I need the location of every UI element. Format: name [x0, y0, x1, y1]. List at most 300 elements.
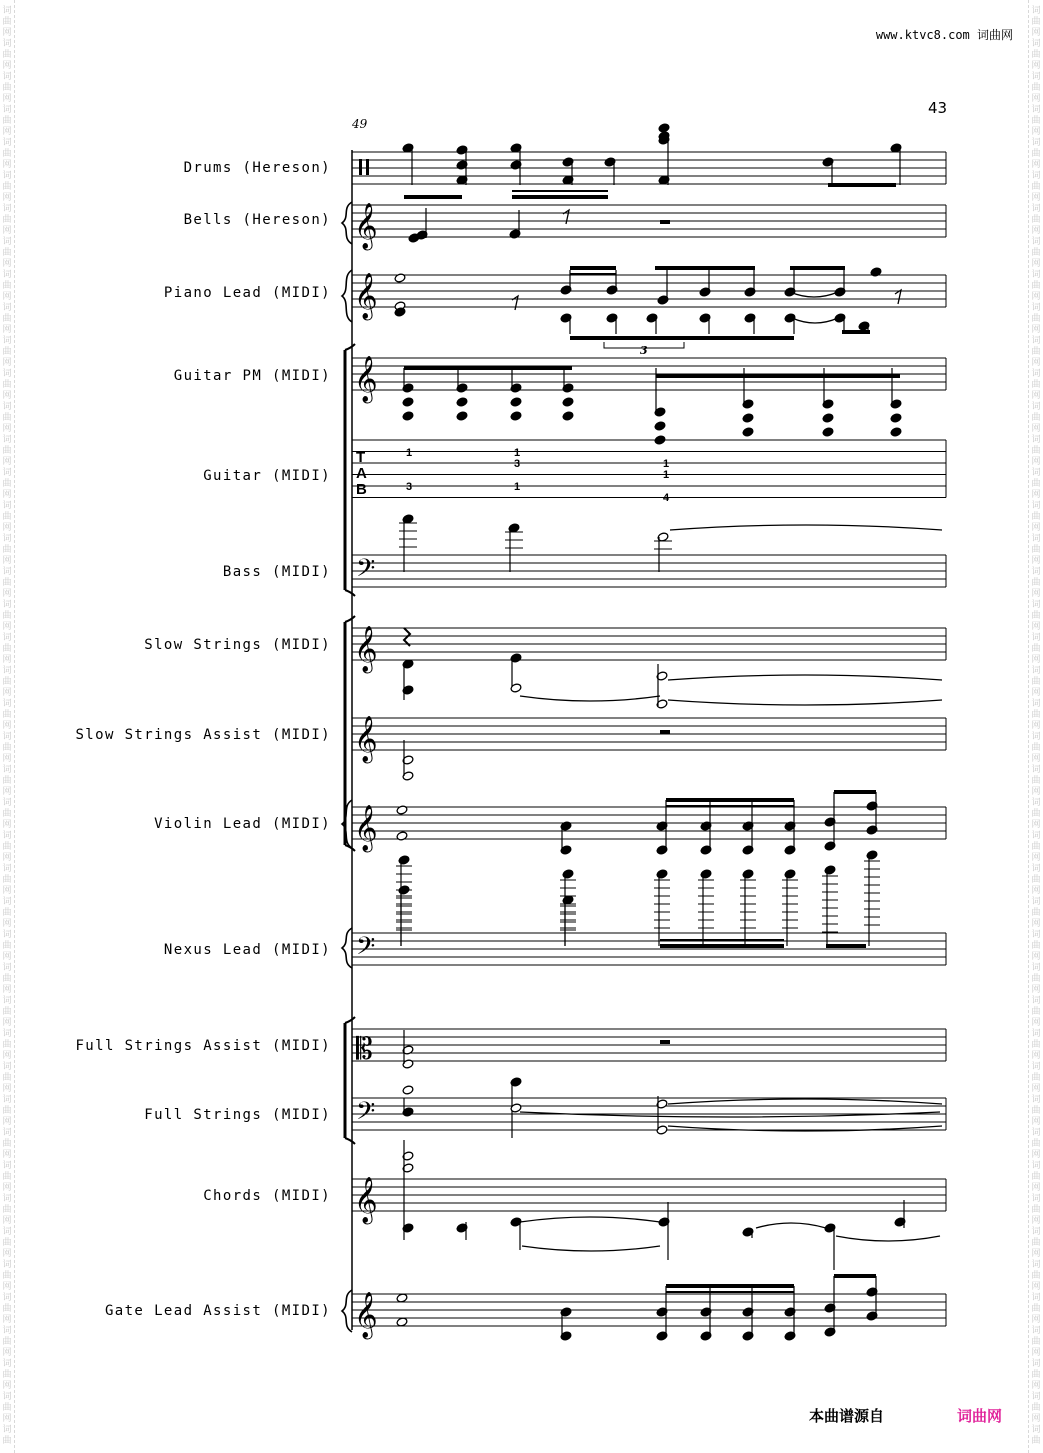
watermark-glyph: 网	[2, 952, 12, 962]
watermark-glyph: 曲	[1031, 512, 1041, 522]
watermark-glyph: 网	[1031, 1315, 1041, 1325]
watermark-glyph: 词	[2, 567, 12, 577]
watermark-glyph: 曲	[1031, 875, 1041, 885]
watermark-glyph: 词	[1031, 171, 1041, 181]
watermark-glyph: 曲	[2, 1238, 12, 1248]
instrument-label-gate-lead-assist: Gate Lead Assist (MIDI)	[104, 1303, 331, 1319]
staff-bass	[352, 555, 946, 587]
watermark-glyph: 网	[1031, 457, 1041, 467]
watermark-glyph: 词	[1031, 105, 1041, 115]
watermark-glyph: 网	[2, 490, 12, 500]
staff-full-strings	[352, 1098, 946, 1130]
staff-slow-strings-assist	[352, 718, 946, 750]
watermark-glyph: 网	[1031, 259, 1041, 269]
watermark-glyph: 网	[1031, 886, 1041, 896]
watermark-glyph: 网	[1031, 226, 1041, 236]
notehead	[456, 397, 468, 407]
notehead	[398, 885, 410, 895]
watermark-glyph: 曲	[2, 842, 12, 852]
staff-piano-lead	[352, 275, 946, 307]
watermark-glyph: 词	[1031, 1194, 1041, 1204]
watermark-glyph: 词	[1031, 666, 1041, 676]
instrument-label-guitar: Guitar (MIDI)	[203, 468, 331, 484]
tie	[670, 525, 942, 530]
watermark-glyph: 词	[1031, 402, 1041, 412]
tab-fret: 1	[514, 481, 521, 493]
watermark-glyph: 词	[1031, 1392, 1041, 1402]
watermark-glyph: 词	[1031, 369, 1041, 379]
watermark-glyph: 词	[2, 732, 12, 742]
watermark-glyph: 曲	[1031, 1106, 1041, 1116]
watermark-glyph: 曲	[2, 908, 12, 918]
watermark-glyph: 网	[1031, 754, 1041, 764]
watermark-glyph: 网	[2, 523, 12, 533]
watermark-glyph: 词	[1031, 1029, 1041, 1039]
tab-fret: 1	[663, 469, 670, 481]
watermark-glyph: 曲	[1031, 1007, 1041, 1017]
watermark-glyph: 词	[1031, 237, 1041, 247]
watermark-glyph: 网	[1031, 1183, 1041, 1193]
treble-clef-icon: 𝄞	[354, 626, 378, 672]
tab-clef-a: A	[356, 465, 367, 482]
instrument-label-nexus-lead: Nexus Lead (MIDI)	[163, 942, 331, 958]
watermark-glyph: 曲	[2, 1040, 12, 1050]
notehead	[398, 855, 410, 865]
bass-clef-icon: 𝄢	[356, 1097, 376, 1132]
tie	[668, 1099, 942, 1104]
watermark-glyph: 曲	[2, 611, 12, 621]
watermark-glyph: 网	[1031, 28, 1041, 38]
watermark-glyph: 词	[1031, 1293, 1041, 1303]
watermark-glyph: 曲	[1031, 83, 1041, 93]
watermark-glyph: 网	[2, 1216, 12, 1226]
watermark-glyph: 词	[1031, 1095, 1041, 1105]
instrument-label-guitar-pm: Guitar PM (MIDI)	[173, 368, 331, 384]
notehead	[562, 411, 574, 421]
watermark-glyph: 曲	[2, 1271, 12, 1281]
bracket-hook	[345, 616, 355, 622]
watermark-glyph: 曲	[2, 809, 12, 819]
treble-clef-icon: 𝄞	[354, 1177, 378, 1223]
notehead	[510, 397, 522, 407]
tie	[520, 1217, 660, 1222]
tab-fret: 3	[406, 481, 413, 493]
brace-gate-lead	[342, 1290, 352, 1332]
watermark-glyph: 词	[2, 1029, 12, 1039]
staff-violin-lead	[352, 807, 946, 839]
watermark-glyph: 词	[2, 996, 12, 1006]
watermark-glyph: 曲	[2, 248, 12, 258]
brace-piano	[342, 270, 352, 322]
watermark-glyph: 网	[2, 391, 12, 401]
watermark-glyph: 词	[2, 138, 12, 148]
watermark-glyph: 网	[2, 1282, 12, 1292]
tie	[836, 1236, 940, 1241]
watermark-glyph: 词	[2, 105, 12, 115]
watermark-glyph: 曲	[2, 545, 12, 555]
watermark-glyph: 曲	[2, 974, 12, 984]
watermark-glyph: 曲	[2, 281, 12, 291]
bass-clef-icon: 𝄢	[356, 554, 376, 589]
watermark-glyph: 词	[2, 1392, 12, 1402]
watermark-glyph: 网	[2, 688, 12, 698]
watermark-glyph: 词	[2, 336, 12, 346]
watermark-glyph: 词	[2, 1227, 12, 1237]
watermark-glyph: 词	[2, 1260, 12, 1270]
watermark-glyph: 网	[1031, 787, 1041, 797]
treble-clef-icon: 𝄞	[354, 273, 378, 319]
bracket-hook	[345, 344, 355, 350]
watermark-glyph: 网	[1031, 853, 1041, 863]
watermark-glyph: 网	[1031, 1414, 1041, 1424]
watermark-glyph: 曲	[1031, 1271, 1041, 1281]
watermark-glyph: 网	[2, 457, 12, 467]
notehead	[402, 411, 414, 421]
watermark-glyph: 曲	[1031, 710, 1041, 720]
notehead	[456, 411, 468, 421]
tie	[790, 292, 838, 297]
rest	[404, 628, 410, 646]
brace-bells	[342, 202, 352, 244]
staff-nexus-lead	[352, 933, 946, 965]
watermark-glyph: 词	[1031, 963, 1041, 973]
watermark-glyph: 曲	[1031, 281, 1041, 291]
watermark-glyph: 词	[2, 72, 12, 82]
watermark-glyph: 网	[1031, 985, 1041, 995]
watermark-glyph: 词	[1031, 897, 1041, 907]
watermark-glyph: 曲	[1031, 842, 1041, 852]
watermark-glyph: 网	[2, 1249, 12, 1259]
watermark-glyph: 词	[1031, 39, 1041, 49]
watermark-glyph: 曲	[2, 314, 12, 324]
watermark-glyph: 网	[2, 1117, 12, 1127]
instrument-label-slow-strings-assist: Slow Strings Assist (MIDI)	[75, 727, 331, 743]
notehead	[658, 123, 670, 133]
watermark-glyph: 词	[1031, 633, 1041, 643]
watermark-glyph: 网	[2, 589, 12, 599]
staff-bells	[352, 205, 946, 237]
treble-clef-icon: 𝄞	[354, 1292, 378, 1338]
watermark-glyph: 网	[2, 1084, 12, 1094]
watermark-glyph: 网	[1031, 94, 1041, 104]
instrument-label-violin-lead: Violin Lead (MIDI)	[154, 816, 331, 832]
watermark-glyph: 词	[2, 501, 12, 511]
watermark-glyph: 曲	[1031, 644, 1041, 654]
notehead	[890, 413, 902, 423]
watermark-glyph: 曲	[1031, 1403, 1041, 1413]
watermark-glyph: 曲	[2, 1106, 12, 1116]
tab-fret: 4	[663, 492, 670, 504]
page-number: 43	[928, 99, 948, 117]
watermark-glyph: 网	[1031, 490, 1041, 500]
bracket-hook	[345, 1017, 355, 1023]
watermark-glyph: 曲	[2, 182, 12, 192]
watermark-glyph: 网	[2, 61, 12, 71]
bracket-hook	[345, 1138, 355, 1144]
notehead	[824, 865, 836, 875]
watermark-glyph: 曲	[2, 677, 12, 687]
watermark-glyph: 曲	[2, 776, 12, 786]
watermark-glyph: 词	[2, 435, 12, 445]
header-site-url[interactable]: www.ktvc8.com 词曲网	[875, 28, 1013, 42]
watermark-glyph: 曲	[1031, 908, 1041, 918]
watermark-glyph: 网	[2, 1315, 12, 1325]
instrument-label-full-strings-assist: Full Strings Assist (MIDI)	[75, 1038, 331, 1054]
watermark-glyph: 网	[2, 820, 12, 830]
watermark-glyph: 曲	[2, 215, 12, 225]
watermark-glyph: 网	[1031, 556, 1041, 566]
watermark-glyph: 网	[1031, 523, 1041, 533]
watermark-glyph: 曲	[1031, 743, 1041, 753]
watermark-glyph: 词	[1031, 501, 1041, 511]
watermark-glyph: 词	[2, 1128, 12, 1138]
watermark-glyph: 曲	[2, 1370, 12, 1380]
watermark-glyph: 网	[1031, 589, 1041, 599]
watermark-glyph: 曲	[1031, 149, 1041, 159]
watermark-glyph: 曲	[2, 83, 12, 93]
watermark-glyph: 网	[1031, 1150, 1041, 1160]
watermark-glyph: 曲	[2, 1007, 12, 1017]
watermark-glyph: 曲	[1031, 1238, 1041, 1248]
watermark-glyph: 网	[2, 985, 12, 995]
watermark-glyph: 词	[2, 864, 12, 874]
staff-chords	[352, 1179, 946, 1211]
watermark-glyph: 词	[2, 204, 12, 214]
watermark-glyph: 网	[2, 358, 12, 368]
watermark-glyph: 曲	[1031, 116, 1041, 126]
staff-guitar-tab	[352, 440, 946, 498]
tab-clef-t: T	[356, 449, 366, 466]
staff-gate-lead-assist	[352, 1294, 946, 1326]
watermark-glyph: 曲	[1031, 479, 1041, 489]
watermark-glyph: 词	[2, 534, 12, 544]
watermark-glyph: 网	[1031, 1381, 1041, 1391]
watermark-glyph: 曲	[2, 644, 12, 654]
watermark-glyph: 词	[2, 831, 12, 841]
watermark-glyph: 网	[2, 1150, 12, 1160]
percussion-clef	[366, 159, 369, 175]
brace-nexus	[342, 928, 352, 968]
watermark-glyph: 曲	[1031, 941, 1041, 951]
watermark-glyph: 词	[1031, 1425, 1041, 1435]
watermark-glyph: 网	[2, 721, 12, 731]
watermark-glyph: 曲	[2, 875, 12, 885]
watermark-glyph: 词	[1031, 336, 1041, 346]
watermark-glyph: 网	[2, 226, 12, 236]
notehead	[742, 413, 754, 423]
watermark-glyph: 曲	[1031, 446, 1041, 456]
watermark-glyph: 网	[2, 655, 12, 665]
watermark-glyph: 网	[2, 1018, 12, 1028]
watermark-glyph: 曲	[1031, 347, 1041, 357]
watermark-glyph: 词	[2, 1095, 12, 1105]
measure-number: 49	[352, 117, 368, 131]
watermark-glyph: 网	[1031, 688, 1041, 698]
instrument-label-drums: Drums (Hereson)	[183, 160, 331, 176]
notehead	[742, 869, 754, 879]
notehead	[654, 435, 666, 445]
watermark-glyph: 曲	[2, 710, 12, 720]
watermark-glyph: 网	[1031, 919, 1041, 929]
watermark-glyph: 曲	[2, 347, 12, 357]
watermark-glyph: 网	[1031, 820, 1041, 830]
watermark-glyph: 词	[1031, 1227, 1041, 1237]
watermark-glyph: 词	[1031, 600, 1041, 610]
watermark-glyph: 曲	[2, 1139, 12, 1149]
watermark-glyph: 网	[1031, 721, 1041, 731]
watermark-glyph: 网	[2, 127, 12, 137]
percussion-clef	[359, 159, 362, 175]
bracket-hook	[345, 590, 355, 596]
tie	[668, 675, 942, 680]
watermark-glyph: 网	[2, 1051, 12, 1061]
watermark-glyph: 网	[2, 259, 12, 269]
notehead	[402, 1085, 414, 1095]
watermark-glyph: 曲	[1031, 1436, 1041, 1446]
watermark-glyph: 词	[1031, 1326, 1041, 1336]
watermark-glyph: 词	[1031, 831, 1041, 841]
notehead	[822, 413, 834, 423]
watermark-glyph: 曲	[2, 578, 12, 588]
watermark-glyph: 词	[2, 1293, 12, 1303]
instrument-label-bells: Bells (Hereson)	[183, 212, 331, 228]
watermark-glyph: 词	[2, 6, 12, 16]
watermark-glyph: 网	[1031, 1117, 1041, 1127]
watermark-glyph: 网	[2, 1348, 12, 1358]
instrument-label-full-strings: Full Strings (MIDI)	[144, 1107, 331, 1123]
watermark-glyph: 词	[2, 1194, 12, 1204]
instrument-label-chords: Chords (MIDI)	[203, 1188, 331, 1204]
watermark-glyph: 词	[1031, 930, 1041, 940]
watermark-glyph: 词	[1031, 798, 1041, 808]
watermark-glyph: 曲	[2, 50, 12, 60]
watermark-glyph: 词	[2, 171, 12, 181]
watermark-glyph: 词	[1031, 1359, 1041, 1369]
watermark-glyph: 词	[2, 303, 12, 313]
watermark-glyph: 曲	[1031, 248, 1041, 258]
staff-drums	[352, 152, 946, 184]
watermark-glyph: 网	[1031, 1249, 1041, 1259]
watermark-glyph: 曲	[1031, 1370, 1041, 1380]
notehead	[742, 427, 754, 437]
watermark-glyph: 词	[2, 699, 12, 709]
notehead	[562, 397, 574, 407]
watermark-glyph: 曲	[1031, 578, 1041, 588]
watermark-glyph: 网	[1031, 622, 1041, 632]
rest	[660, 220, 670, 224]
instrument-label-piano-lead: Piano Lead (MIDI)	[163, 285, 331, 301]
watermark-glyph: 网	[1031, 1216, 1041, 1226]
watermark-glyph: 曲	[1031, 17, 1041, 27]
treble-clef-icon: 𝄞	[354, 805, 378, 851]
rest	[512, 296, 518, 310]
watermark-glyph: 网	[1031, 292, 1041, 302]
watermark-glyph: 词	[1031, 204, 1041, 214]
watermark-glyph: 曲	[1031, 1337, 1041, 1347]
bass-clef-icon: 𝄢	[356, 932, 376, 967]
watermark-glyph: 网	[1031, 424, 1041, 434]
watermark-glyph: 网	[2, 292, 12, 302]
watermark-glyph: 网	[1031, 160, 1041, 170]
watermark-glyph: 网	[2, 94, 12, 104]
tab-clef-b: B	[356, 481, 367, 498]
watermark-glyph: 词	[2, 270, 12, 280]
watermark-glyph: 网	[2, 886, 12, 896]
watermark-glyph: 词	[2, 1359, 12, 1369]
watermark-glyph: 曲	[2, 1172, 12, 1182]
rest	[660, 730, 670, 734]
watermark-glyph: 网	[2, 193, 12, 203]
watermark-glyph: 词	[2, 963, 12, 973]
watermark-glyph: 网	[1031, 1051, 1041, 1061]
tie	[520, 696, 660, 701]
watermark-glyph: 词	[2, 930, 12, 940]
watermark-glyph: 词	[1031, 1062, 1041, 1072]
tab-fret: 1	[406, 447, 413, 459]
watermark-glyph: 词	[2, 468, 12, 478]
tab-fret: 1	[514, 447, 521, 459]
watermark-glyph: 曲	[1031, 776, 1041, 786]
watermark-glyph: 词	[2, 1161, 12, 1171]
tie	[756, 1223, 826, 1228]
watermark-glyph: 曲	[1031, 1205, 1041, 1215]
watermark-glyph: 网	[2, 919, 12, 929]
notehead	[784, 869, 796, 879]
watermark-glyph: 词	[1031, 567, 1041, 577]
staff-full-strings-assist	[352, 1029, 946, 1061]
watermark-glyph: 网	[1031, 1348, 1041, 1358]
alto-clef-icon: 𝄡	[356, 1032, 373, 1067]
watermark-glyph: 曲	[2, 17, 12, 27]
watermark-glyph: 词	[2, 1062, 12, 1072]
watermark-glyph: 网	[1031, 193, 1041, 203]
watermark-glyph: 词	[1031, 468, 1041, 478]
watermark-glyph: 曲	[1031, 215, 1041, 225]
watermark-glyph: 曲	[1031, 809, 1041, 819]
watermark-glyph: 词	[2, 600, 12, 610]
watermark-glyph: 词	[1031, 864, 1041, 874]
watermark-glyph: 网	[2, 787, 12, 797]
watermark-glyph: 曲	[1031, 1304, 1041, 1314]
instrument-label-bass: Bass (MIDI)	[222, 564, 331, 580]
watermark-glyph: 曲	[1031, 50, 1041, 60]
footer-brand-link[interactable]: 词曲网	[957, 1407, 1003, 1425]
watermark-glyph: 词	[1031, 534, 1041, 544]
watermark-glyph: 词	[2, 237, 12, 247]
watermark-glyph: 曲	[2, 446, 12, 456]
notehead	[396, 831, 408, 841]
tab-fret: 3	[514, 458, 521, 470]
watermark-glyph: 曲	[2, 116, 12, 126]
watermark-glyph: 词	[1031, 435, 1041, 445]
notehead	[656, 869, 668, 879]
watermark-glyph: 曲	[2, 743, 12, 753]
tie	[522, 1246, 660, 1251]
watermark-glyph: 曲	[1031, 974, 1041, 984]
watermark-glyph: 网	[2, 28, 12, 38]
notehead	[654, 421, 666, 431]
notehead	[890, 427, 902, 437]
watermark-glyph: 词	[1031, 1128, 1041, 1138]
watermark-glyph: 网	[2, 325, 12, 335]
watermark-glyph: 曲	[2, 941, 12, 951]
treble-clef-icon: 𝄞	[354, 203, 378, 249]
watermark-glyph: 网	[2, 853, 12, 863]
treble-clef-icon: 𝄞	[354, 356, 378, 402]
watermark-glyph: 网	[1031, 655, 1041, 665]
watermark-glyph: 曲	[1031, 182, 1041, 192]
footer-source-label: 本曲谱源自	[809, 1407, 885, 1425]
